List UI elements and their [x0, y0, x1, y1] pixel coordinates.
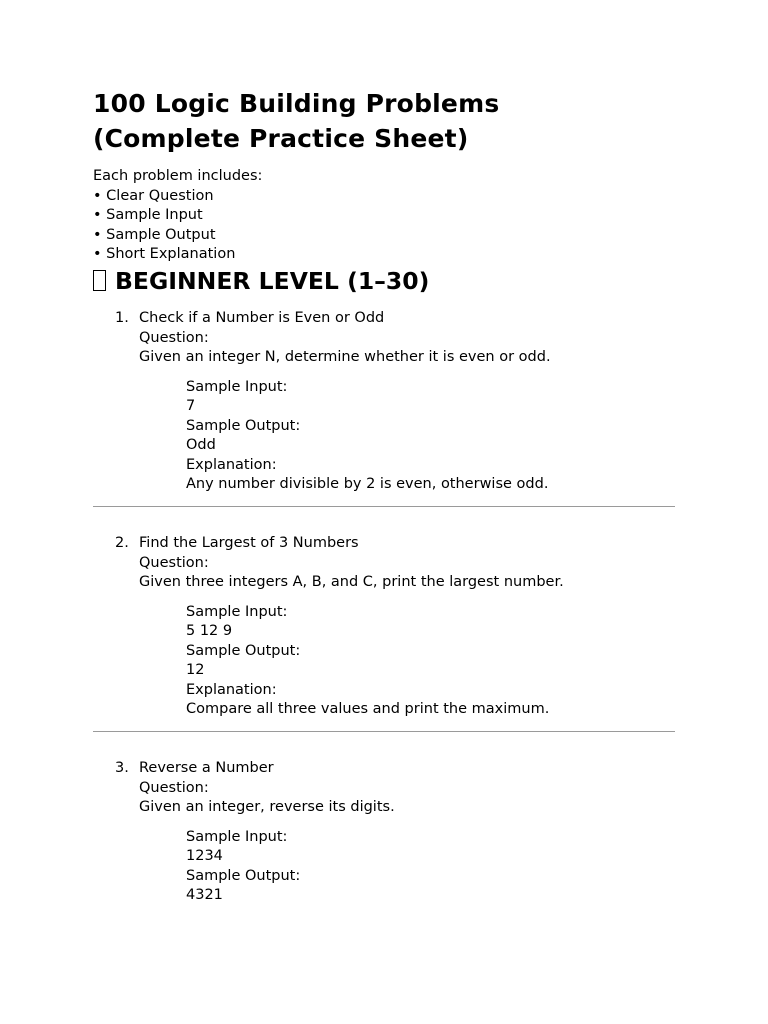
question-label: Question:: [139, 329, 209, 346]
problem-title: Reverse a Number: [139, 760, 274, 776]
sample-input-value: 7: [186, 398, 196, 415]
sample-block: [186, 828, 300, 906]
intro-block: [93, 167, 262, 265]
question-label: Question:: [139, 554, 209, 571]
intro-bullet: • Clear Question: [93, 187, 214, 204]
section-heading-text: BEGINNER LEVEL (1–30): [115, 267, 430, 295]
intro-lead: Each problem includes:: [93, 168, 263, 184]
problem-header: [139, 759, 395, 818]
problem-title: Check if a Number is Even or Odd: [139, 310, 385, 326]
sample-block: [186, 603, 549, 721]
document-title: [93, 86, 499, 156]
sample-input-label: Sample Input:: [186, 603, 288, 620]
problem-header: [139, 534, 564, 593]
problem-number: 2.: [115, 535, 129, 551]
sample-input-label: Sample Input:: [186, 828, 288, 845]
sample-output-value: 4321: [186, 887, 223, 904]
explanation-text: Compare all three values and print the maximum.: [186, 701, 550, 718]
question-label: Question:: [139, 779, 209, 796]
sample-input-value: 1234: [186, 848, 223, 865]
sample-output-label: Sample Output:: [186, 417, 301, 434]
sample-input-label: Sample Input:: [186, 378, 288, 395]
sample-output-value: Odd: [186, 437, 216, 454]
intro-bullet: • Short Explanation: [93, 246, 236, 263]
sample-output-label: Sample Output:: [186, 867, 301, 884]
title-line-1: 100 Logic Building Problems: [93, 89, 500, 118]
intro-bullet: • Sample Input: [93, 207, 203, 224]
section-heading: [93, 264, 429, 298]
question-text: Given three integers A, B, and C, print the largest number.: [139, 574, 564, 591]
intro-bullet: • Sample Output: [93, 226, 216, 243]
sample-input-value: 5 12 9: [186, 623, 233, 640]
problem-number: 3.: [115, 760, 129, 776]
section-divider: [93, 731, 675, 732]
sample-block: [186, 378, 548, 496]
title-line-2: (Complete Practice Sheet): [93, 124, 469, 153]
explanation-text: Any number divisible by 2 is even, otherwise odd.: [186, 476, 549, 493]
section-divider: [93, 506, 675, 507]
question-text: Given an integer N, determine whether it is even or odd.: [139, 349, 551, 366]
sample-output-value: 12: [186, 662, 205, 679]
problem-header: [139, 309, 551, 368]
explanation-label: Explanation:: [186, 456, 277, 473]
problem-number: 1.: [115, 310, 129, 326]
sample-output-label: Sample Output:: [186, 642, 301, 659]
problem-title: Find the Largest of 3 Numbers: [139, 535, 359, 551]
missing-glyph-icon: [93, 270, 106, 291]
explanation-label: Explanation:: [186, 681, 277, 698]
question-text: Given an integer, reverse its digits.: [139, 799, 395, 816]
